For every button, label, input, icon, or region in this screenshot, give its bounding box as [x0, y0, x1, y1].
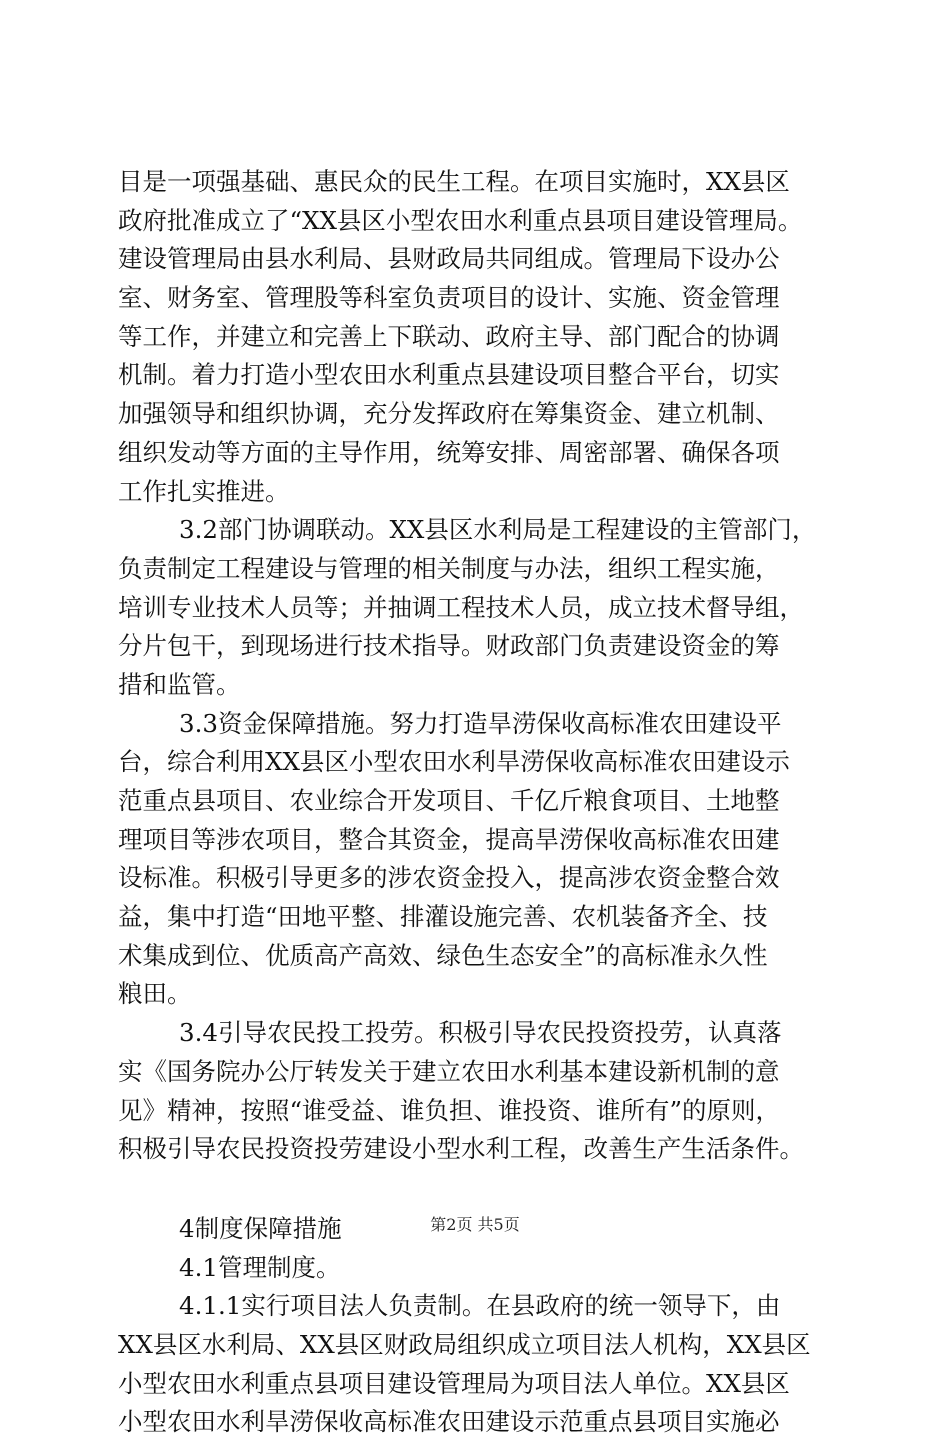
text-line: 3.2部门协调联动。XX县区水利局是工程建设的主管部门， [179, 515, 817, 545]
text-line: 分片包干，到现场进行技术指导。财政部门负责建设资金的筹 [118, 631, 780, 661]
text-line: XX县区水利局、XX县区财政局组织成立项目法人机构，XX县区 [118, 1329, 811, 1359]
text-line: 培训专业技术人员等；并抽调工程技术人员，成立技术督导组， [118, 592, 804, 622]
text-line: 积极引导农民投资投劳建设小型水利工程，改善生产生活条件。 [118, 1134, 804, 1164]
text-line: 术集成到位、优质高产高效、绿色生态安全”的高标准永久性 [118, 940, 768, 970]
paragraph [118, 511, 830, 704]
text-line: 工作扎实推进。 [118, 476, 290, 506]
page-footer: 第2页 共5页 [430, 1215, 520, 1234]
paragraph [118, 1287, 830, 1442]
text-line: 3.3资金保障措施。努力打造旱涝保收高标准农田建设平 [179, 708, 782, 738]
text-line: 实《国务院办公厅转发关于建立农田水利基本建设新机制的意 [118, 1056, 780, 1086]
paragraph-gap [118, 1169, 830, 1210]
text-line: 机制。着力打造小型农田水利重点县建设项目整合平台，切实 [118, 360, 780, 390]
paragraph [118, 163, 830, 511]
text-line: 小型农田水利旱涝保收高标准农田建设示范重点县项目实施必 [118, 1407, 780, 1437]
text-line: 3.4引导农民投工投劳。积极引导农民投资投劳，认真落 [179, 1018, 782, 1048]
text-line: 范重点县项目、农业综合开发项目、千亿斤粮食项目、土地整 [118, 786, 780, 815]
text-line: 粮田。 [118, 979, 192, 1009]
text-line: 4制度保障措施 [179, 1213, 342, 1243]
document-body [118, 163, 830, 1442]
paragraph [118, 1249, 830, 1288]
text-line: 负责制定工程建设与管理的相关制度与办法，组织工程实施， [118, 553, 780, 583]
text-line: 理项目等涉农项目，整合其资金，提高旱涝保收高标准农田建 [118, 824, 780, 854]
text-line: 措和监管。 [118, 669, 241, 699]
text-line: 见》精神，按照“谁受益、谁负担、谁投资、谁所有”的原则， [118, 1095, 781, 1125]
text-line: 4.1.1实行项目法人负责制。在县政府的统一领导下，由 [179, 1291, 781, 1321]
text-line: 设标准。积极引导更多的涉农资金投入，提高涉农资金整合效 [118, 863, 780, 893]
text-line: 益，集中打造“田地平整、排灌设施完善、农机装备齐全、技 [118, 902, 768, 932]
paragraph [118, 1014, 830, 1169]
text-line: 小型农田水利重点县项目建设管理局为项目法人单位。XX县区 [118, 1368, 790, 1398]
paragraph [118, 705, 830, 1015]
text-line: 加强领导和组织协调，充分发挥政府在筹集资金、建立机制、 [118, 399, 780, 429]
text-line: 组织发动等方面的主导作用，统筹安排、周密部署、确保各项 [118, 437, 780, 467]
text-line: 等工作，并建立和完善上下联动、政府主导、部门配合的协调 [118, 321, 780, 351]
text-line: 建设管理局由县水利局、县财政局共同组成。管理局下设办公 [118, 244, 780, 274]
text-line: 室、财务室、管理股等科室负责项目的设计、实施、资金管理 [118, 283, 780, 313]
text-line: 政府批准成立了“XX县区小型农田水利重点县项目建设管理局。 [118, 205, 803, 235]
text-line: 目是一项强基础、惠民众的民生工程。在项目实施时，XX县区 [118, 167, 790, 196]
text-line: 台，综合利用XX县区小型农田水利旱涝保收高标准农田建设示 [118, 747, 790, 777]
text-line: 4.1管理制度。 [179, 1252, 341, 1282]
